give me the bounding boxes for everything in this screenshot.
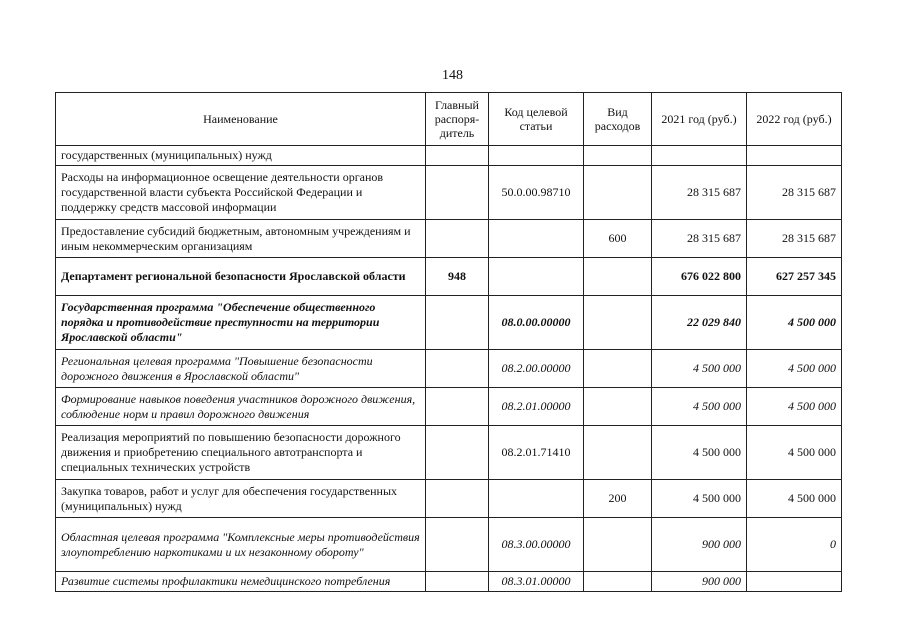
row-admin: 948 [426, 258, 489, 296]
row-2022: 28 315 687 [747, 220, 842, 258]
row-type [584, 388, 652, 426]
row-code: 08.0.00.00000 [489, 296, 584, 350]
row-2021: 28 315 687 [652, 166, 747, 220]
row-2022: 28 315 687 [747, 166, 842, 220]
table-row [56, 146, 842, 166]
table-row [56, 518, 842, 572]
table-row [56, 426, 842, 480]
row-2021: 28 315 687 [652, 220, 747, 258]
row-name: Расходы на информационное освещение деятельности органов государственной власти субъекта Российской Федерации и поддержку средств массовой информации [56, 166, 426, 220]
header-code: Код целевой статьи [489, 93, 584, 146]
row-type [584, 426, 652, 480]
row-2021: 4 500 000 [652, 480, 747, 518]
row-name: Департамент региональной безопасности Ярославской области [56, 258, 426, 296]
row-name: Региональная целевая программа "Повышение безопасности дорожного движения в Ярославской области" [56, 350, 426, 388]
row-admin [426, 388, 489, 426]
row-name: Формирование навыков поведения участников дорожного движения, соблюдение норм и правил дорожного движения [56, 388, 426, 426]
row-admin [426, 572, 489, 592]
header-type: Вид расходов [584, 93, 652, 146]
row-2021: 4 500 000 [652, 388, 747, 426]
row-code: 08.2.01.71410 [489, 426, 584, 480]
row-type [584, 350, 652, 388]
row-type [584, 258, 652, 296]
row-type [584, 572, 652, 592]
row-2022 [747, 146, 842, 166]
row-2021: 900 000 [652, 572, 747, 592]
table-row [56, 350, 842, 388]
row-code [489, 258, 584, 296]
row-name: Закупка товаров, работ и услуг для обеспечения государственных (муниципальных) нужд [56, 480, 426, 518]
row-2022 [747, 572, 842, 592]
row-2022: 4 500 000 [747, 480, 842, 518]
row-name: Развитие системы профилактики немедицинского потребления [56, 572, 426, 592]
row-2022: 627 257 345 [747, 258, 842, 296]
row-admin [426, 166, 489, 220]
row-2022: 4 500 000 [747, 426, 842, 480]
page-number: 148 [442, 68, 463, 83]
row-admin [426, 480, 489, 518]
row-admin [426, 350, 489, 388]
row-2021: 900 000 [652, 518, 747, 572]
row-2022: 0 [747, 518, 842, 572]
table-row [56, 388, 842, 426]
row-2022: 4 500 000 [747, 296, 842, 350]
row-2021: 4 500 000 [652, 426, 747, 480]
budget-table [55, 92, 842, 592]
row-2021: 676 022 800 [652, 258, 747, 296]
row-2021: 4 500 000 [652, 350, 747, 388]
row-2022: 4 500 000 [747, 388, 842, 426]
row-2021 [652, 146, 747, 166]
row-type [584, 166, 652, 220]
header-2021: 2021 год (руб.) [652, 93, 747, 146]
row-2022: 4 500 000 [747, 350, 842, 388]
row-admin [426, 296, 489, 350]
row-admin [426, 220, 489, 258]
table-row [56, 166, 842, 220]
header-admin: Главный распоря-дитель [426, 93, 489, 146]
row-code: 08.2.01.00000 [489, 388, 584, 426]
row-code: 08.3.01.00000 [489, 572, 584, 592]
row-type [584, 296, 652, 350]
row-code: 50.0.00.98710 [489, 166, 584, 220]
row-name: Государственная программа "Обеспечение общественного порядка и противодействие преступности на территории Ярославской области" [56, 296, 426, 350]
table-row [56, 480, 842, 518]
row-admin [426, 518, 489, 572]
table-row [56, 296, 842, 350]
row-type: 600 [584, 220, 652, 258]
row-name: Областная целевая программа "Комплексные меры противодействия злоупотреблению наркотиками и их незаконному обороту" [56, 518, 426, 572]
row-admin [426, 426, 489, 480]
row-name: государственных (муниципальных) нужд [56, 146, 426, 166]
row-code [489, 480, 584, 518]
table-row [56, 220, 842, 258]
table-header-row [56, 93, 842, 146]
table-row [56, 572, 842, 592]
row-code [489, 146, 584, 166]
row-name: Предоставление субсидий бюджетным, автономным учреждениям и иным некоммерческим организациям [56, 220, 426, 258]
row-2021: 22 029 840 [652, 296, 747, 350]
row-type: 200 [584, 480, 652, 518]
row-code: 08.3.00.00000 [489, 518, 584, 572]
header-name: Наименование [56, 93, 426, 146]
row-type [584, 146, 652, 166]
row-code [489, 220, 584, 258]
header-2022: 2022 год (руб.) [747, 93, 842, 146]
row-type [584, 518, 652, 572]
row-admin [426, 146, 489, 166]
row-code: 08.2.00.00000 [489, 350, 584, 388]
row-name: Реализация мероприятий по повышению безопасности дорожного движения и приобретению специального автотранспорта и специальных технических устройств [56, 426, 426, 480]
table-row [56, 258, 842, 296]
